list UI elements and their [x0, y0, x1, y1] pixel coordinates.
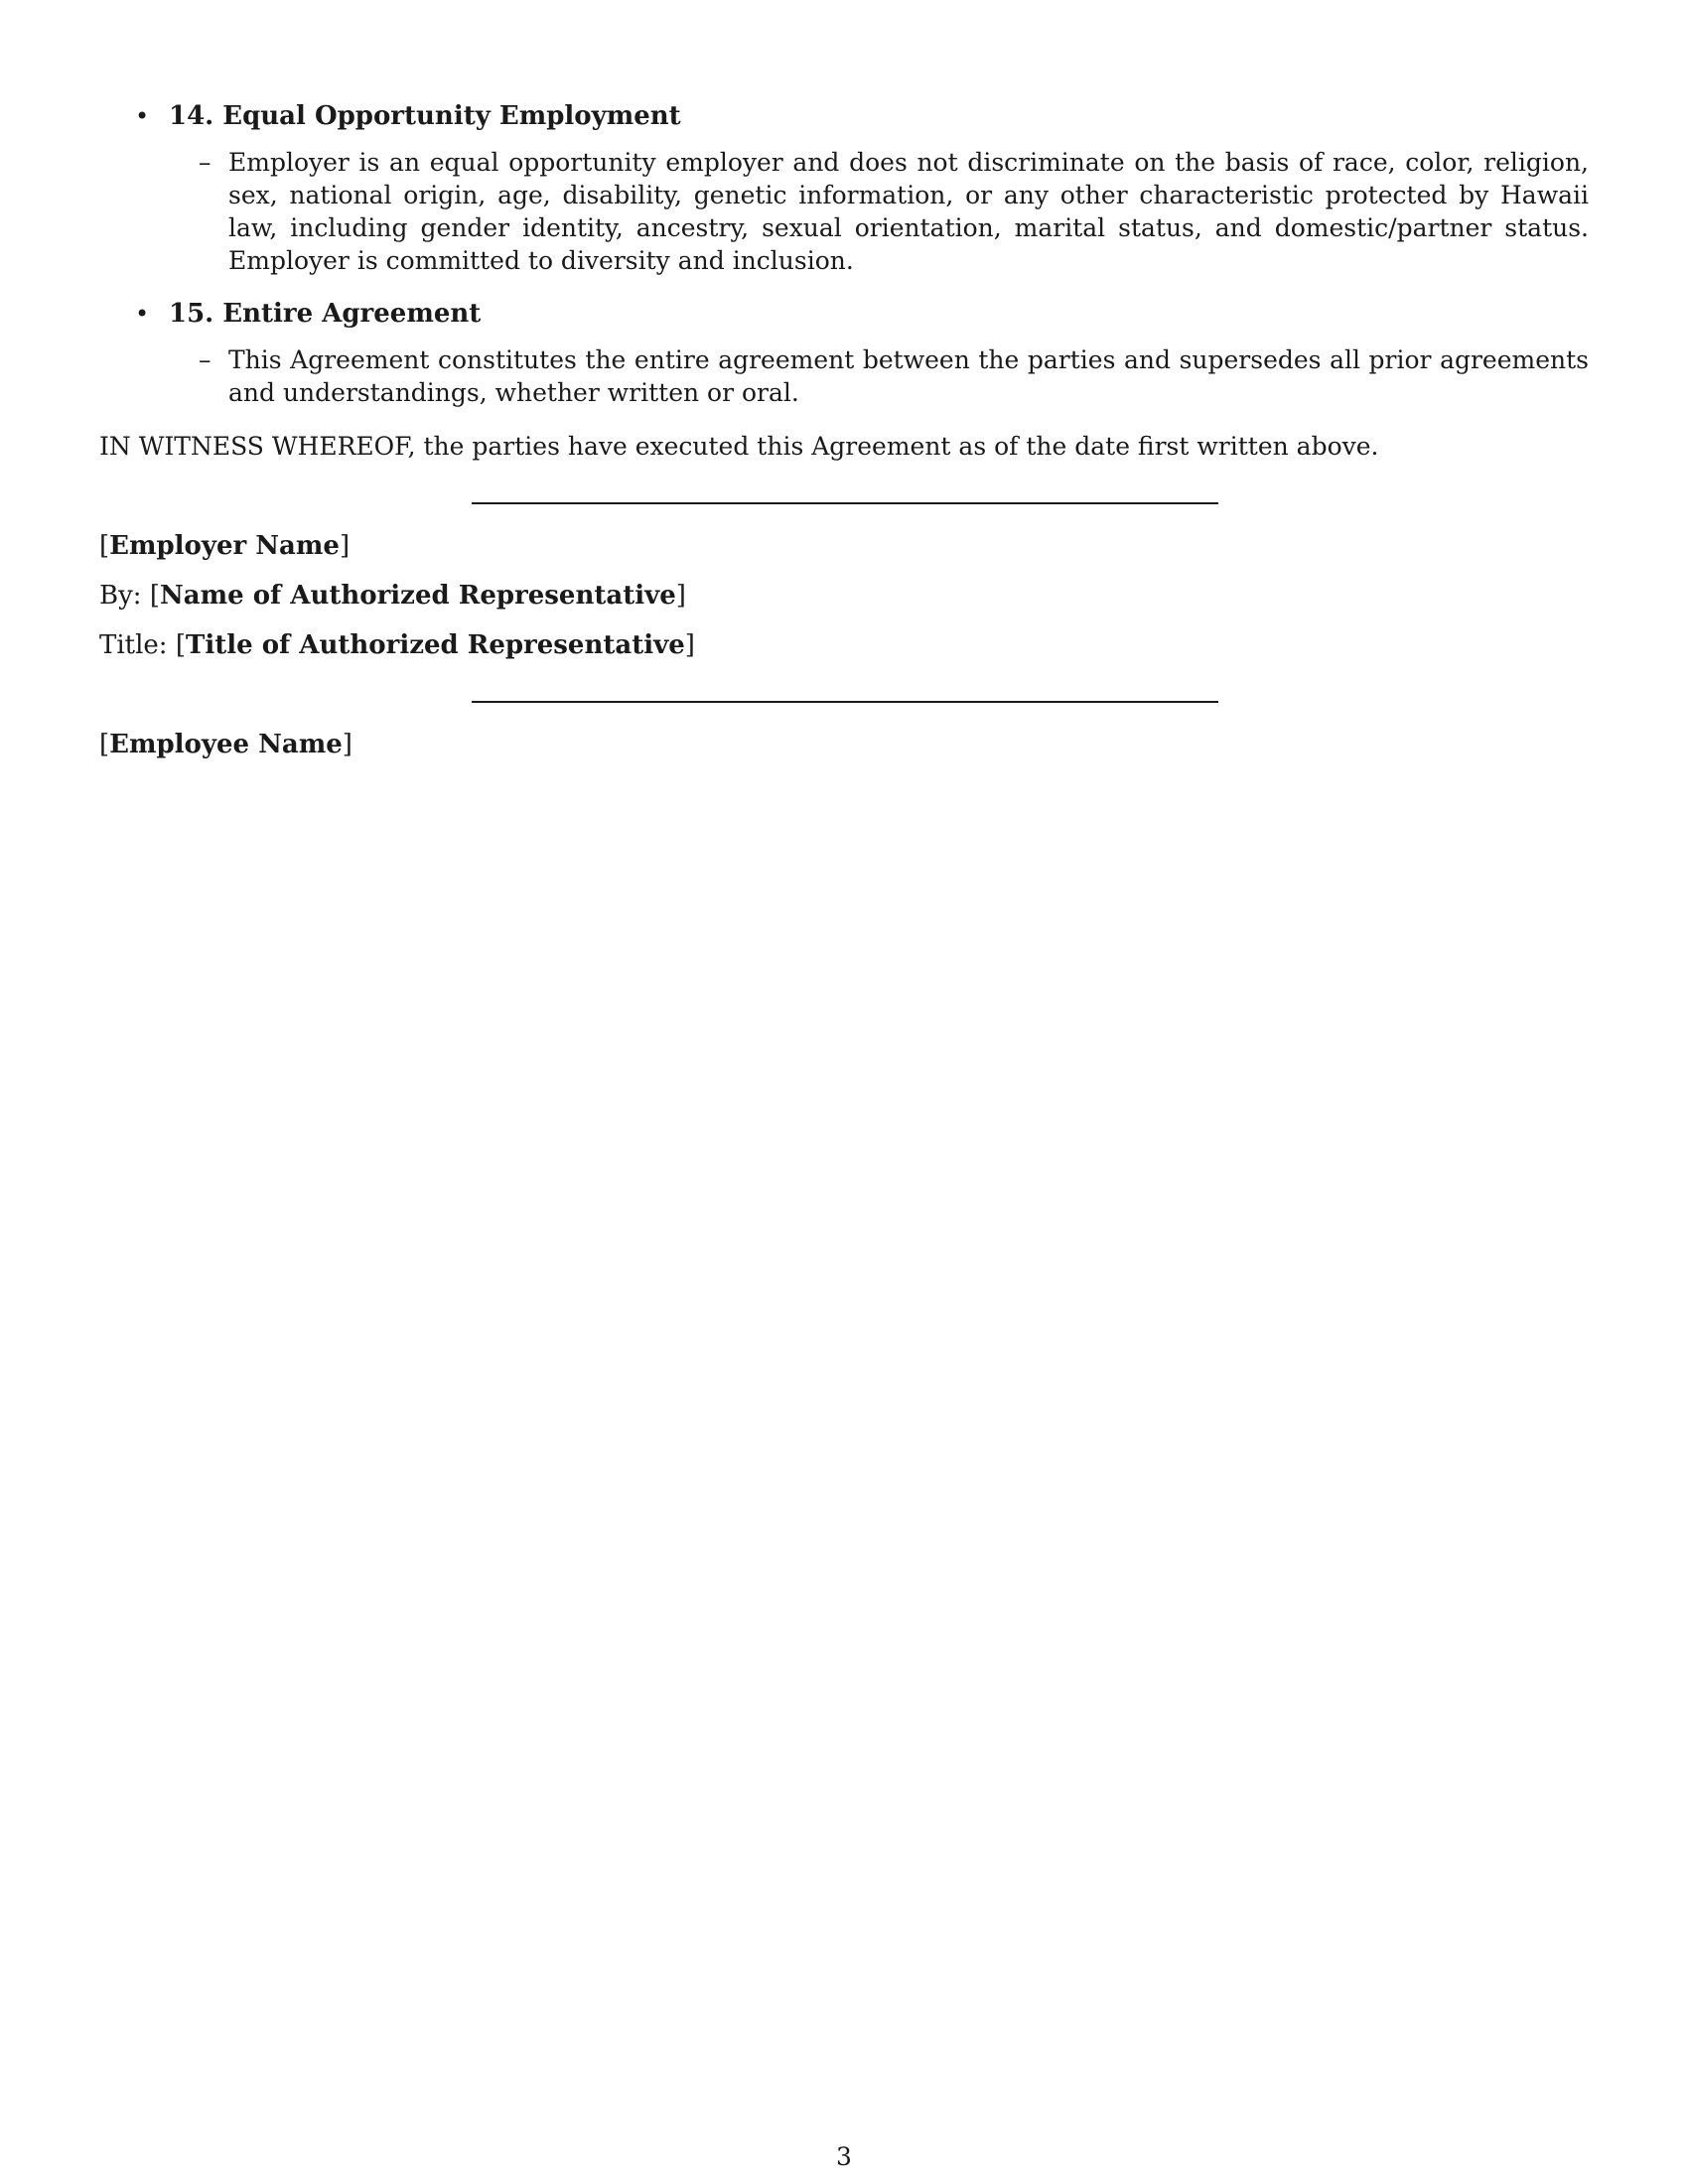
employer-name: [Employer Name] [99, 531, 351, 561]
section-clause [135, 146, 1589, 277]
employer-title-line: Title: [Title of Authorized Representative] [99, 630, 695, 660]
bullet-marker: • [135, 300, 150, 328]
section-15 [135, 294, 1589, 409]
clause-text: Employer is an equal opportunity employer and does not discriminate on the basis of race, color, religion, sex, national origin, age, disability, genetic information, or any other characteristic protected by Hawaii law, including gender identity, ancestry, sexual orientation, marital status, and domestic/partner status. Employer is committed to diversity and inclusion. [228, 148, 1589, 275]
dash-marker: – [199, 148, 211, 177]
section-title: 14. Equal Opportunity Employment [169, 101, 681, 131]
employer-by-line: By: [Name of Authorized Representative] [99, 581, 686, 611]
section-title: 15. Entire Agreement [169, 299, 482, 329]
section-heading [135, 294, 1589, 334]
title-label: Title: [99, 630, 168, 660]
employee-name-value: Employee Name [109, 730, 343, 759]
employer-name-value: Employer Name [109, 531, 340, 561]
bullet-marker: • [135, 102, 150, 130]
witness-statement: IN WITNESS WHEREOF, the parties have executed this Agreement as of the date first written above. [99, 432, 1379, 461]
employer-signature-line [472, 502, 1218, 504]
clause-text: This Agreement constitutes the entire agreement between the parties and supersedes all prior agreements and understandings, whether written or oral. [228, 345, 1589, 407]
employee-signature-line [472, 701, 1218, 703]
section-heading [135, 96, 1589, 136]
representative-name: Name of Authorized Representative [159, 581, 676, 611]
dash-marker: – [199, 345, 211, 374]
page-number: 3 [836, 2142, 852, 2171]
employee-name: [Employee Name] [99, 730, 352, 759]
section-clause [135, 343, 1589, 409]
section-14 [135, 96, 1589, 277]
by-label: By: [99, 581, 142, 611]
representative-title: Title of Authorized Representative [186, 630, 685, 660]
